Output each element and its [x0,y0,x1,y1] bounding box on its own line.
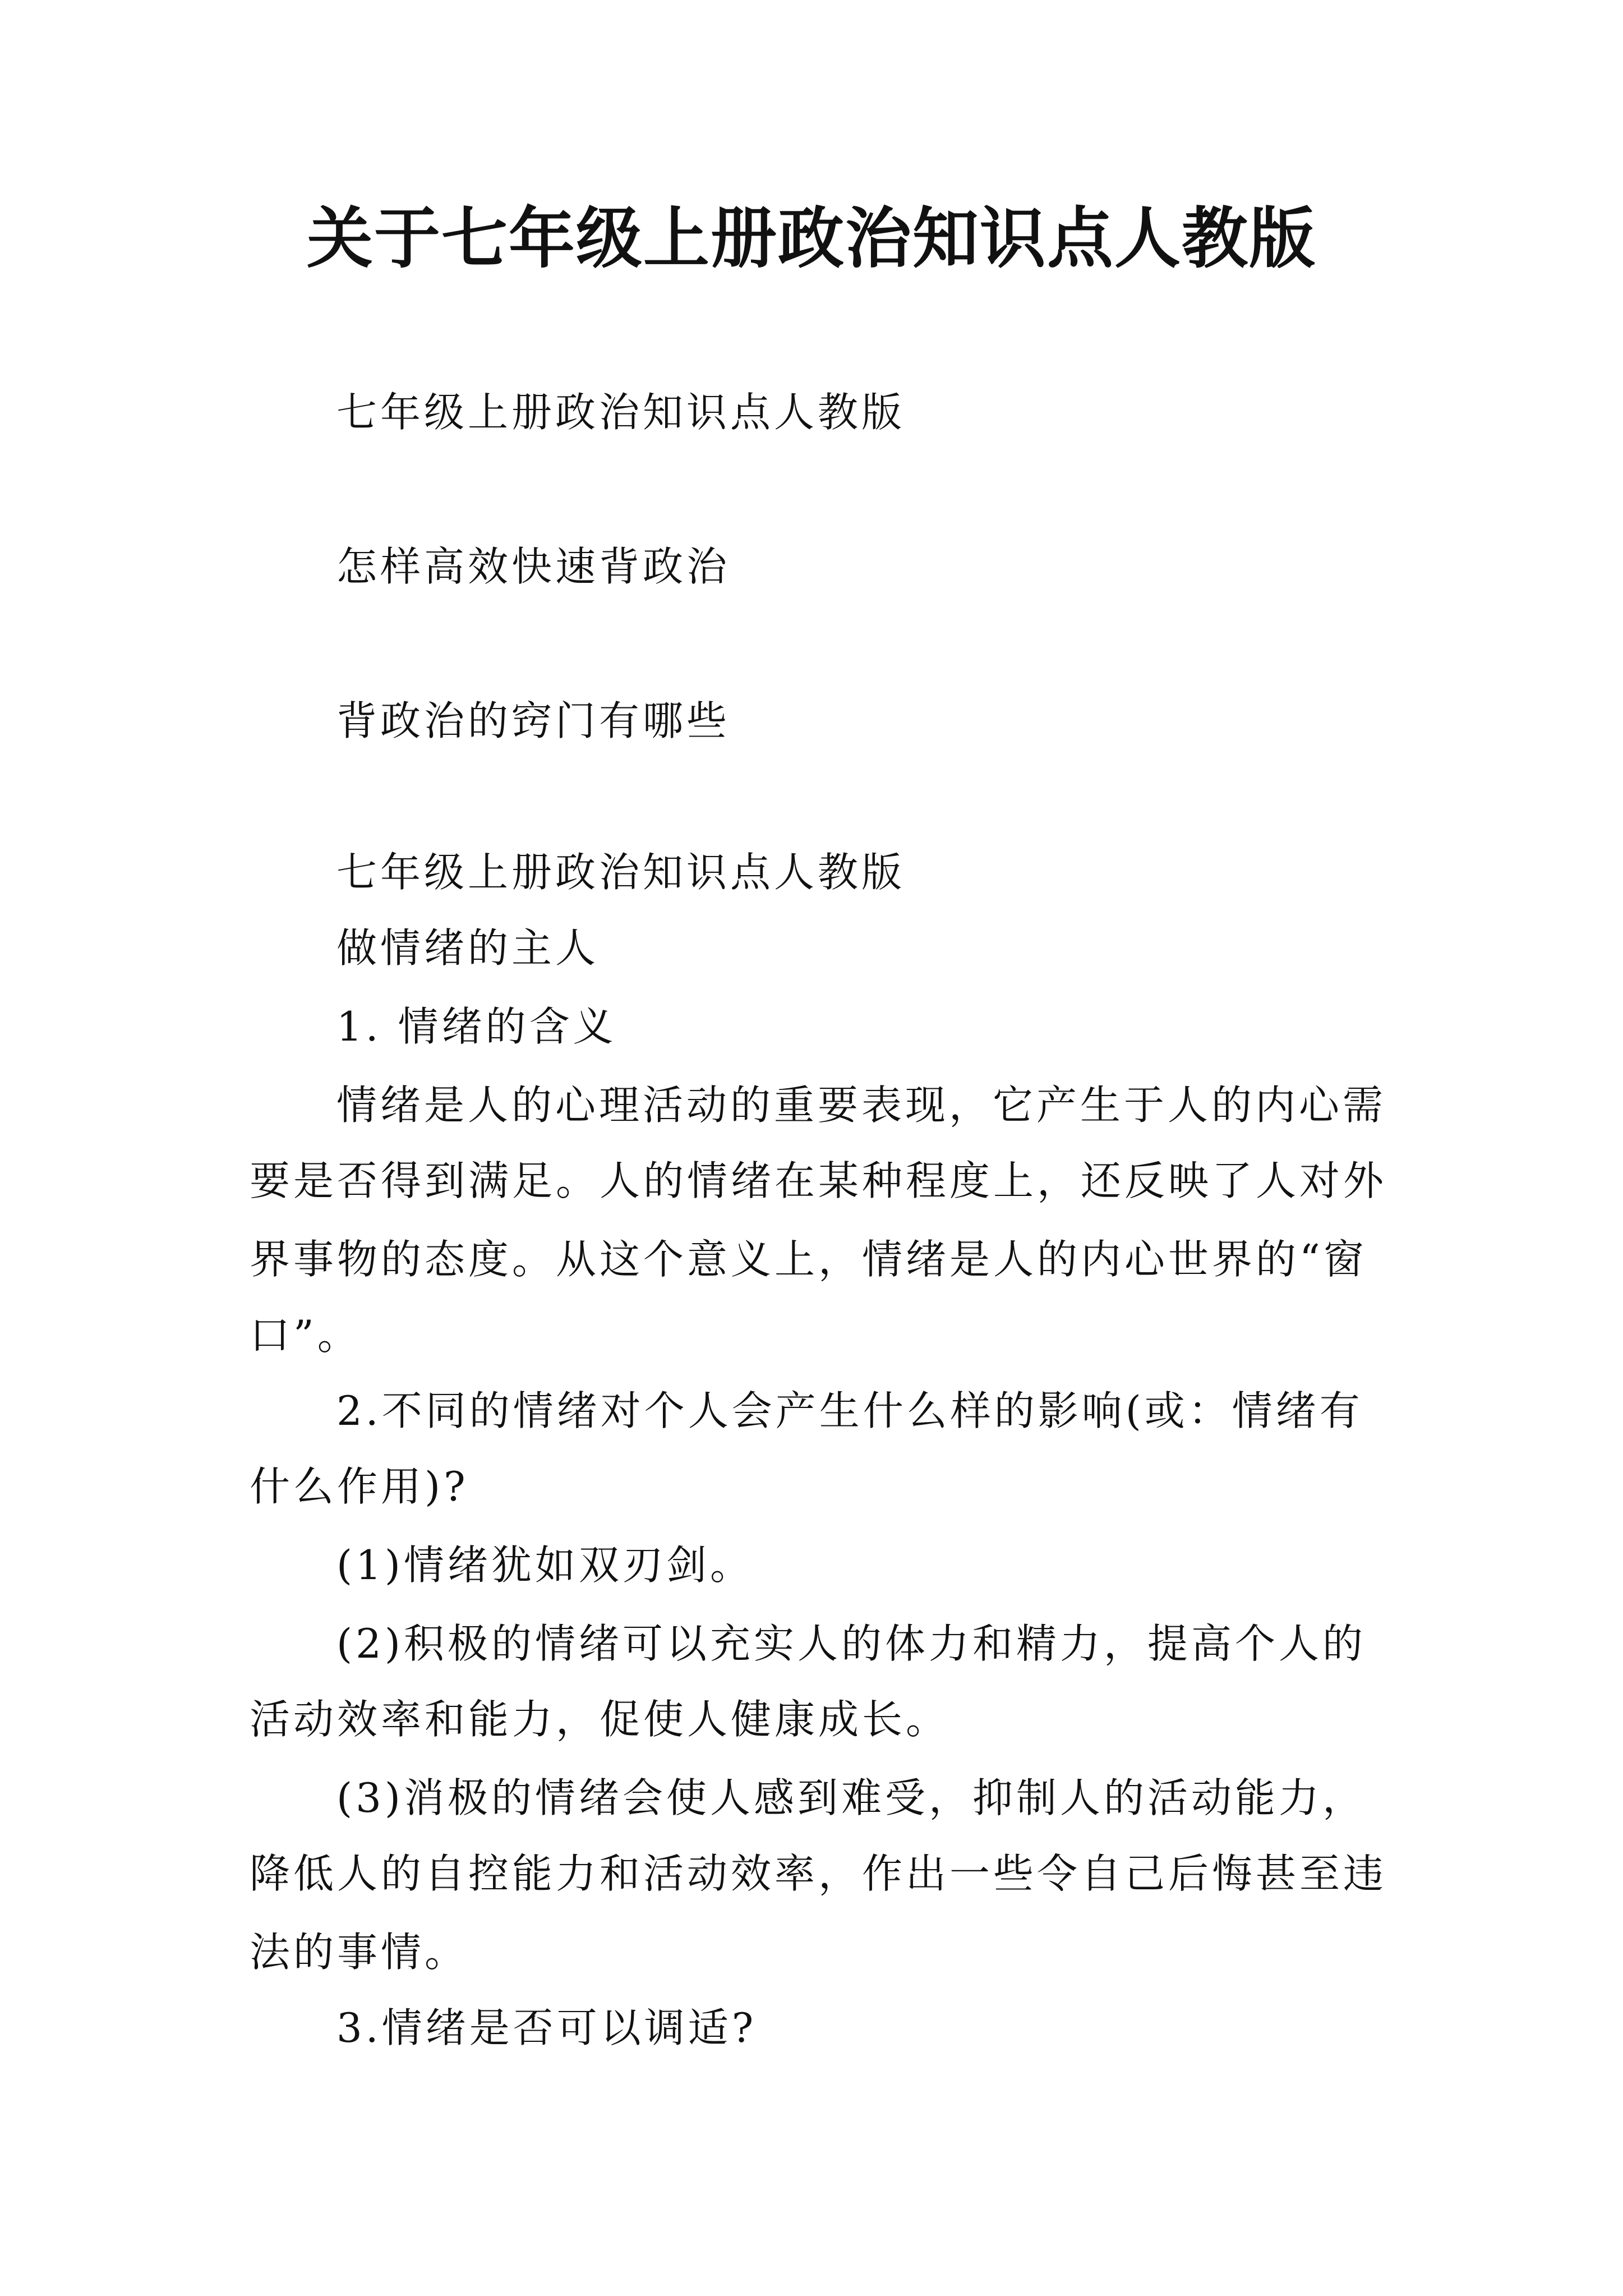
intro-line-2: 怎样高效快速背政治 [336,543,731,590]
point-2-heading-line: 2.不同的情绪对个人会产生什么样的影响(或：情绪有 [336,1387,1363,1434]
point-2-heading-line: 什么作用)? [250,1463,469,1510]
point-2-item-2-line: 活动效率和能力，促使人健康成长。 [250,1696,950,1743]
point-1-paragraph-line: 情绪是人的心理活动的重要表现，它产生于人的内心需 [336,1082,1387,1129]
intro-line-3: 背政治的窍门有哪些 [336,697,731,744]
point-2-item-3-line: 降低人的自控能力和活动效率，作出一些令自己后悔甚至违 [250,1850,1387,1897]
point-1-heading: 1. 情绪的含义 [336,1003,617,1050]
document-title: 关于七年级上册政治知识点人教版 [306,199,1316,277]
point-2-item-3-line: (3)消极的情绪会使人感到难受，抑制人的活动能力， [336,1774,1366,1821]
point-3-heading: 3.情绪是否可以调适? [336,2004,757,2051]
point-1-paragraph-line: 要是否得到满足。人的情绪在某种程度上，还反映了人对外 [250,1157,1387,1204]
point-2-item-3-line: 法的事情。 [250,1929,469,1976]
point-2-item-1: (1)情绪犹如双刃剑。 [336,1542,754,1589]
intro-line-1: 七年级上册政治知识点人教版 [336,389,906,436]
point-1-paragraph-line: 界事物的态度。从这个意义上，情绪是人的内心世界的“窗 [250,1236,1367,1283]
point-1-paragraph-line: 口”。 [250,1312,361,1359]
unit-heading: 做情绪的主人 [336,924,600,972]
section-heading: 七年级上册政治知识点人教版 [336,849,906,896]
point-2-item-2-line: (2)积极的情绪可以充实人的体力和精力，提高个人的 [336,1620,1366,1667]
